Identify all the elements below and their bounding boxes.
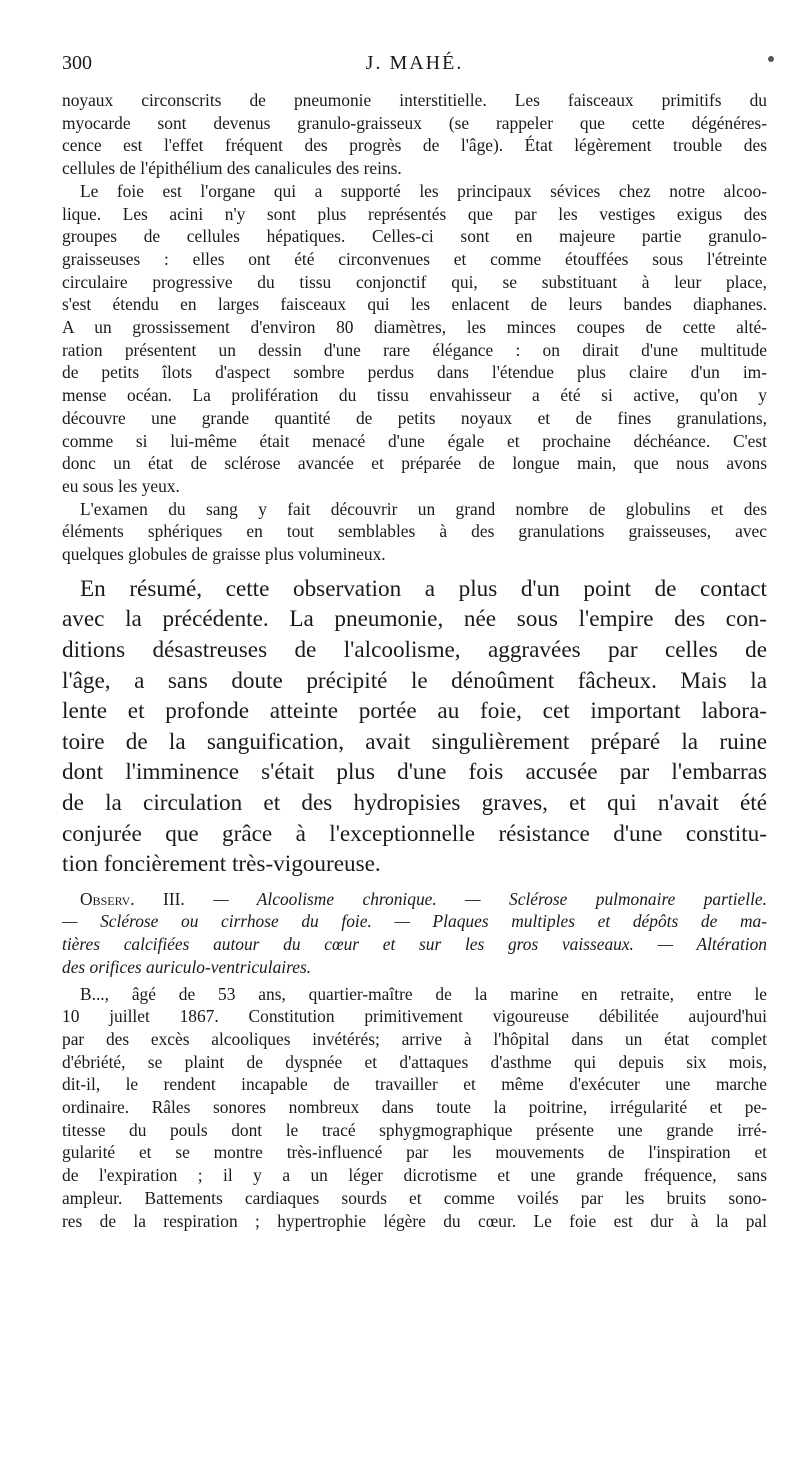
text-line: mense océan. La prolifération du tissu envahisseur a été si active, qu'on y xyxy=(62,385,767,406)
text-line: A un grossissement d'environ 80 diamètres, les minces coupes de cette alté- xyxy=(62,317,767,338)
text-line: noyaux circonscrits de pneumonie interstitielle. Les faisceaux primitifs du xyxy=(62,90,767,110)
text-line: graisseuses : elles ont été circonvenues et comme étouffées sous l'étreinte xyxy=(62,248,767,269)
observation-heading xyxy=(62,888,767,979)
text-line: 10 juillet 1867. Constitution primitivement vigoureuse débilitée aujourd'hui xyxy=(62,1006,767,1027)
text-line: donc un état de sclérose avancée et préparée de longue main, que nous avons xyxy=(62,453,767,474)
text-line: B..., âgé de 53 ans, quartier-maître de la marine en retraite, entre le xyxy=(80,983,767,1004)
text-line: de la circulation et des hydropisies graves, et qui n'avait été xyxy=(62,789,767,816)
text-line: ordinaire. Râles sonores nombreux dans toute la poitrine, irrégularité et pe- xyxy=(62,1097,767,1118)
text-line: avec la précédente. La pneumonie, née sous l'empire des con- xyxy=(62,606,767,633)
page-body xyxy=(62,89,767,1232)
text-line: cellules de l'épithélium des canalicules des reins. xyxy=(62,158,402,179)
text-line xyxy=(62,888,767,911)
text-line: conjurée que grâce à l'exceptionnelle résistance d'une constitu- xyxy=(62,820,767,847)
text-line: s'est étendu en larges faisceaux qui les enlacent de leurs bandes diaphanes. xyxy=(62,294,767,315)
text-line: tion foncièrement très-vigoureuse. xyxy=(62,851,381,878)
case-paragraph xyxy=(62,983,767,1233)
text-line: quelques globules de graisse plus volumineux. xyxy=(62,544,386,565)
text-line: — Sclérose ou cirrhose du foie. — Plaques multiples et dépôts de ma- xyxy=(62,911,767,932)
text-line: titesse du pouls dont le tracé sphygmographique présente une grande irré- xyxy=(62,1119,767,1140)
text-line: des orifices auriculo-ventriculaires. xyxy=(62,956,312,977)
text-line: groupes de cellules hépatiques. Celles-ci sont en majeure partie granulo- xyxy=(62,226,767,247)
text-line: dit-il, le rendent incapable de travailler et même d'exécuter une marche xyxy=(62,1074,767,1095)
observation-label: Observ. III. xyxy=(80,888,185,909)
observation-title-line: — Alcoolisme chronique. — Sclérose pulmonaire partielle. xyxy=(213,888,767,909)
text-line: lique. Les acini n'y sont plus représentés que par les vestiges exigus des xyxy=(62,203,767,224)
text-line: gularité et se montre très-influencé par les mouvements de l'inspiration et xyxy=(62,1142,767,1163)
text-line: tières calcifiées autour du cœur et sur les gros vaisseaux. — Altération xyxy=(62,934,767,955)
paragraph-1 xyxy=(62,89,767,180)
text-line: comme si lui-même était menacé d'une égale et prochaine déchéance. C'est xyxy=(62,430,767,451)
text-line: Le foie est l'organe qui a supporté les principaux sévices chez notre alcoo- xyxy=(80,180,767,201)
page-number: 300 xyxy=(62,52,92,74)
text-line: éléments sphériques en tout semblables à des granulations graisseuses, avec xyxy=(62,521,767,542)
text-line: En résumé, cette observation a plus d'un point de contact xyxy=(80,575,767,602)
running-title: J. MAHÉ. xyxy=(365,52,464,74)
text-line: ampleur. Battements cardiaques sourds et comme voilés par les bruits sono- xyxy=(62,1187,767,1208)
text-line: circulaire progressive du tissu conjonctif qui, se substituant à leur place, xyxy=(62,271,767,292)
text-line: res de la respiration ; hypertrophie légère du cœur. Le foie est dur à la pal xyxy=(62,1210,767,1231)
text-line: ditions désastreuses de l'alcoolisme, aggravées par celles de xyxy=(62,636,767,663)
text-line: myocarde sont devenus granulo-graisseux (se rappeler que cette dégénéres- xyxy=(62,112,767,133)
text-line: découvre une grande quantité de petits noyaux et de fines granulations, xyxy=(62,407,767,428)
text-line: eu sous les yeux. xyxy=(62,475,180,496)
summary-paragraph xyxy=(62,574,767,880)
text-line: cence est l'effet fréquent des progrès de l'âge). État légèrement trouble des xyxy=(62,135,767,156)
ink-speck xyxy=(768,56,774,62)
text-line: de l'expiration ; il y a un léger dicrotisme et une grande fréquence, sans xyxy=(62,1165,767,1186)
text-line: ration présentent un dessin d'une rare élégance : on dirait d'une multitude xyxy=(62,339,767,360)
text-line: d'ébriété, se plaint de dyspnée et d'attaques d'asthme qui depuis six mois, xyxy=(62,1051,767,1072)
paragraph-2 xyxy=(62,180,767,498)
text-line: l'âge, a sans doute précipité le dénoûment fâcheux. Mais la xyxy=(62,667,767,694)
text-line: lente et profonde atteinte portée au foie, cet important labora- xyxy=(62,698,767,725)
text-line: de petits îlots d'aspect sombre perdus dans l'étendue plus claire d'un im- xyxy=(62,362,767,383)
page-header xyxy=(62,52,767,82)
paragraph-3 xyxy=(62,498,767,566)
text-line: toire de la sanguification, avait singulièrement préparé la ruine xyxy=(62,728,767,755)
text-line: dont l'imminence s'était plus d'une fois accusée par l'embarras xyxy=(62,759,767,786)
text-line: par des excès alcooliques invétérés; arrive à l'hôpital dans un état complet xyxy=(62,1028,767,1049)
text-line: L'examen du sang y fait découvrir un grand nombre de globulins et des xyxy=(80,498,767,519)
